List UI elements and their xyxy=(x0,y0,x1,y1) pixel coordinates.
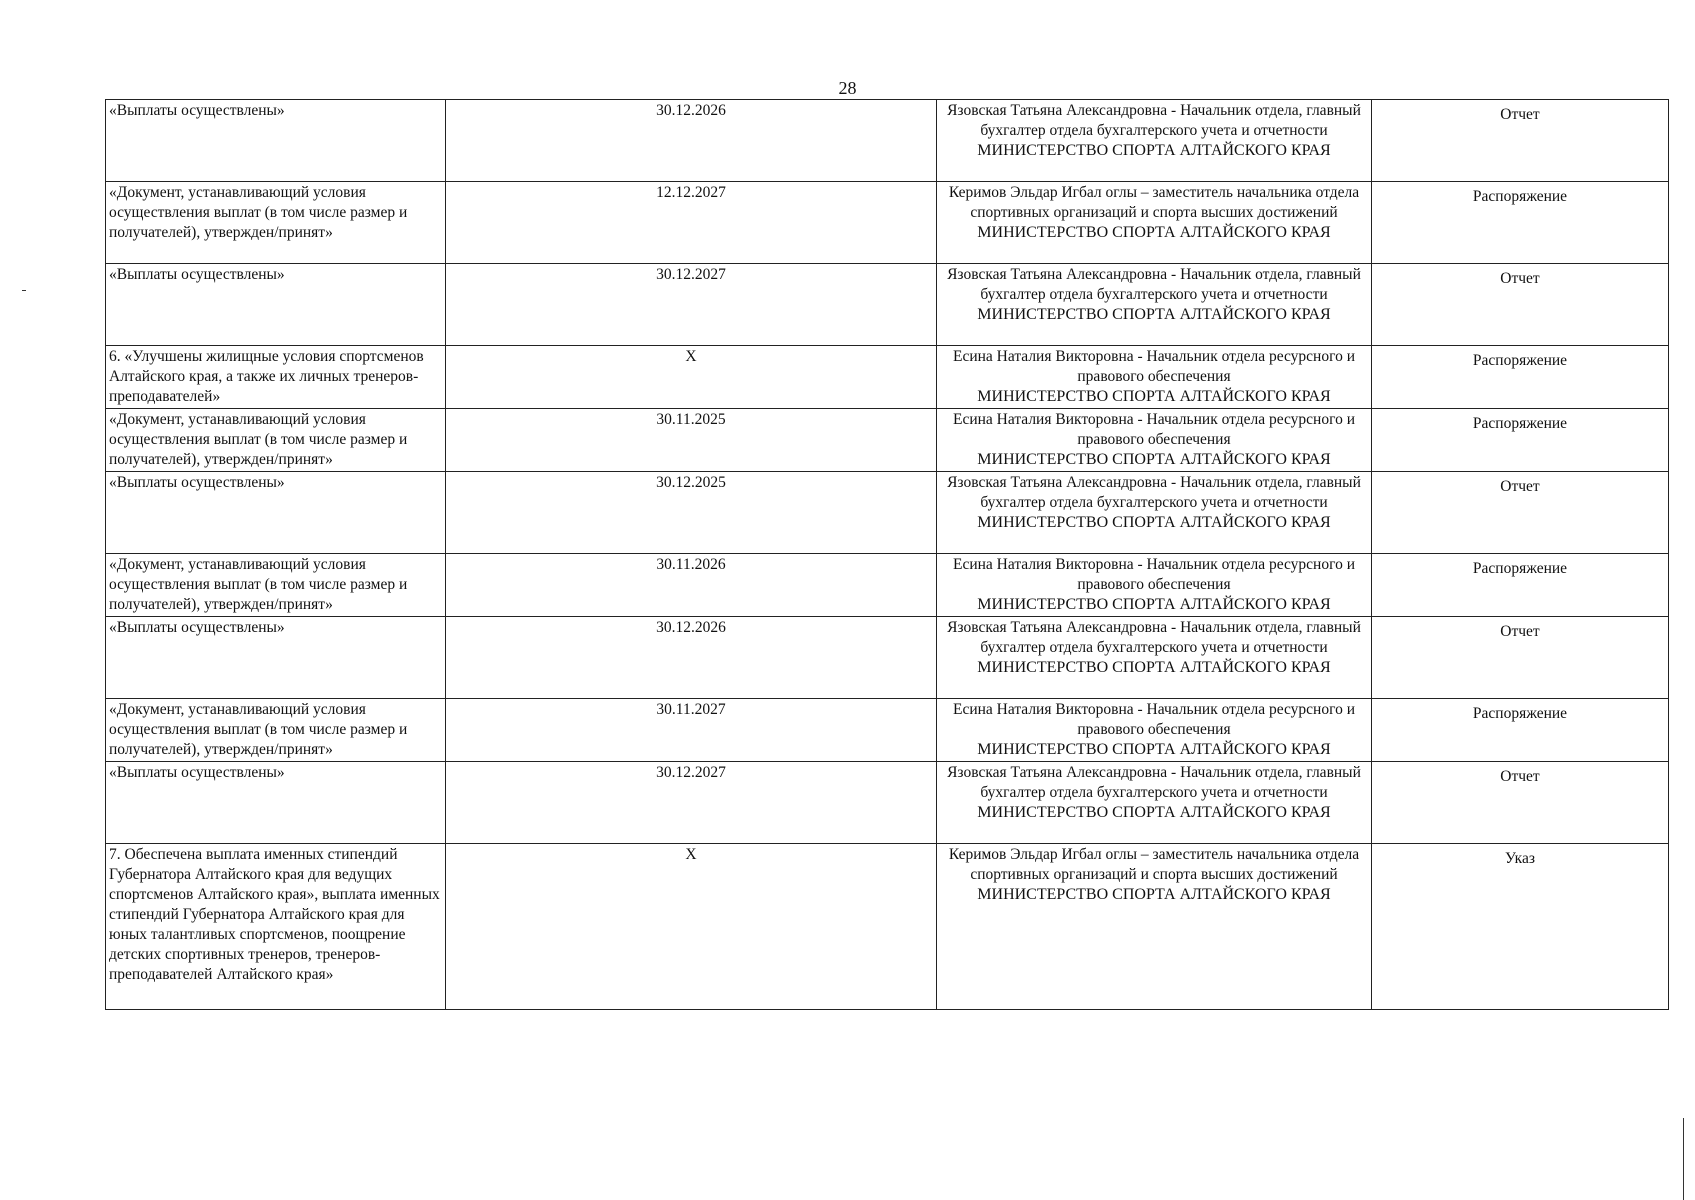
responsible-person: Язовская Татьяна Александровна - Начальник отдела, главный бухгалтер отдела бухгалтерского учета и отчетности xyxy=(947,619,1361,656)
document-type-cell: Распоряжение xyxy=(1372,554,1669,617)
document-type-cell: Распоряжение xyxy=(1372,699,1669,762)
responsible-person: Язовская Татьяна Александровна - Начальник отдела, главный бухгалтер отдела бухгалтерского учета и отчетности xyxy=(947,266,1361,303)
date-cell: 30.12.2027 xyxy=(446,264,937,346)
ministry-name: МИНИСТЕРСТВО СПОРТА АЛТАЙСКОГО КРАЯ xyxy=(977,306,1331,323)
responsible-cell xyxy=(937,554,1372,617)
event-cell: 6. «Улучшены жилищные условия спортсменов Алтайского края, а также их личных тренеров-преподавателей» xyxy=(106,346,446,409)
event-cell: 7. Обеспечена выплата именных стипендий Губернатора Алтайского края для ведущих спортсменов Алтайского края», выплата именных стипендий Губернатора Алтайского края для юных талантливых спортсменов, поощрение детских спортивных тренеров, тренеров-преподавателей Алтайского края» xyxy=(106,844,446,1010)
responsible-cell xyxy=(937,100,1372,182)
date-cell: 30.11.2027 xyxy=(446,699,937,762)
date-cell: 30.12.2026 xyxy=(446,100,937,182)
responsible-person: Язовская Татьяна Александровна - Начальник отдела, главный бухгалтер отдела бухгалтерского учета и отчетности xyxy=(947,102,1361,139)
event-cell: «Выплаты осуществлены» xyxy=(106,264,446,346)
event-cell: «Документ, устанавливающий условия осуществления выплат (в том числе размер и получателей), утвержден/принят» xyxy=(106,554,446,617)
event-cell: «Выплаты осуществлены» xyxy=(106,762,446,844)
event-cell: «Выплаты осуществлены» xyxy=(106,100,446,182)
ministry-name: МИНИСТЕРСТВО СПОРТА АЛТАЙСКОГО КРАЯ xyxy=(977,886,1331,903)
responsible-person: Есина Наталия Викторовна - Начальник отдела ресурсного и правового обеспечения xyxy=(952,701,1355,738)
responsible-cell xyxy=(937,762,1372,844)
date-cell: X xyxy=(446,346,937,409)
event-cell: «Выплаты осуществлены» xyxy=(106,617,446,699)
plan-table xyxy=(105,99,1669,1010)
responsible-person: Язовская Татьяна Александровна - Начальник отдела, главный бухгалтер отдела бухгалтерского учета и отчетности xyxy=(947,474,1361,511)
table-row xyxy=(106,100,1669,182)
document-type-cell: Указ xyxy=(1372,844,1669,1010)
ministry-name: МИНИСТЕРСТВО СПОРТА АЛТАЙСКОГО КРАЯ xyxy=(977,596,1331,613)
responsible-cell xyxy=(937,264,1372,346)
date-cell: 30.11.2026 xyxy=(446,554,937,617)
date-cell: 30.12.2025 xyxy=(446,472,937,554)
responsible-person: Есина Наталия Викторовна - Начальник отдела ресурсного и правового обеспечения xyxy=(952,348,1355,385)
ministry-name: МИНИСТЕРСТВО СПОРТА АЛТАЙСКОГО КРАЯ xyxy=(977,224,1331,241)
responsible-person: Язовская Татьяна Александровна - Начальник отдела, главный бухгалтер отдела бухгалтерского учета и отчетности xyxy=(947,764,1361,801)
date-cell: X xyxy=(446,844,937,1010)
table-row xyxy=(106,472,1669,554)
ministry-name: МИНИСТЕРСТВО СПОРТА АЛТАЙСКОГО КРАЯ xyxy=(977,804,1331,821)
table-row xyxy=(106,346,1669,409)
page-number: 28 xyxy=(838,78,857,98)
responsible-cell xyxy=(937,699,1372,762)
document-type-cell: Отчет xyxy=(1372,617,1669,699)
document-type-cell: Отчет xyxy=(1372,762,1669,844)
document-type-cell: Распоряжение xyxy=(1372,182,1669,264)
date-cell: 30.12.2026 xyxy=(446,617,937,699)
document-type-cell: Распоряжение xyxy=(1372,346,1669,409)
table-row xyxy=(106,762,1669,844)
responsible-cell xyxy=(937,409,1372,472)
responsible-person: Керимов Эльдар Игбал оглы – заместитель начальника отдела спортивных организаций и спорта высших достижений xyxy=(948,184,1360,221)
scan-margin-mark xyxy=(22,290,26,291)
event-cell: «Выплаты осуществлены» xyxy=(106,472,446,554)
document-type-cell: Распоряжение xyxy=(1372,409,1669,472)
ministry-name: МИНИСТЕРСТВО СПОРТА АЛТАЙСКОГО КРАЯ xyxy=(977,142,1331,159)
table-row xyxy=(106,844,1669,1010)
event-cell: «Документ, устанавливающий условия осуществления выплат (в том числе размер и получателей), утвержден/принят» xyxy=(106,182,446,264)
ministry-name: МИНИСТЕРСТВО СПОРТА АЛТАЙСКОГО КРАЯ xyxy=(977,514,1331,531)
date-cell: 12.12.2027 xyxy=(446,182,937,264)
table-row xyxy=(106,554,1669,617)
table-row xyxy=(106,617,1669,699)
table-row xyxy=(106,182,1669,264)
responsible-cell xyxy=(937,844,1372,1010)
date-cell: 30.12.2027 xyxy=(446,762,937,844)
ministry-name: МИНИСТЕРСТВО СПОРТА АЛТАЙСКОГО КРАЯ xyxy=(977,741,1331,758)
table-row xyxy=(106,409,1669,472)
responsible-cell xyxy=(937,472,1372,554)
ministry-name: МИНИСТЕРСТВО СПОРТА АЛТАЙСКОГО КРАЯ xyxy=(977,659,1331,676)
date-cell: 30.11.2025 xyxy=(446,409,937,472)
responsible-person: Есина Наталия Викторовна - Начальник отдела ресурсного и правового обеспечения xyxy=(952,411,1355,448)
document-type-cell: Отчет xyxy=(1372,264,1669,346)
document-type-cell: Отчет xyxy=(1372,100,1669,182)
scan-edge-line xyxy=(1683,1118,1684,1200)
responsible-cell xyxy=(937,182,1372,264)
responsible-cell xyxy=(937,617,1372,699)
responsible-person: Есина Наталия Викторовна - Начальник отдела ресурсного и правового обеспечения xyxy=(952,556,1355,593)
event-cell: «Документ, устанавливающий условия осуществления выплат (в том числе размер и получателей), утвержден/принят» xyxy=(106,699,446,762)
event-cell: «Документ, устанавливающий условия осуществления выплат (в том числе размер и получателей), утвержден/принят» xyxy=(106,409,446,472)
document-type-cell: Отчет xyxy=(1372,472,1669,554)
responsible-cell xyxy=(937,346,1372,409)
ministry-name: МИНИСТЕРСТВО СПОРТА АЛТАЙСКОГО КРАЯ xyxy=(977,388,1331,405)
ministry-name: МИНИСТЕРСТВО СПОРТА АЛТАЙСКОГО КРАЯ xyxy=(977,451,1331,468)
table-row xyxy=(106,699,1669,762)
table-row xyxy=(106,264,1669,346)
responsible-person: Керимов Эльдар Игбал оглы – заместитель начальника отдела спортивных организаций и спорта высших достижений xyxy=(948,846,1360,883)
